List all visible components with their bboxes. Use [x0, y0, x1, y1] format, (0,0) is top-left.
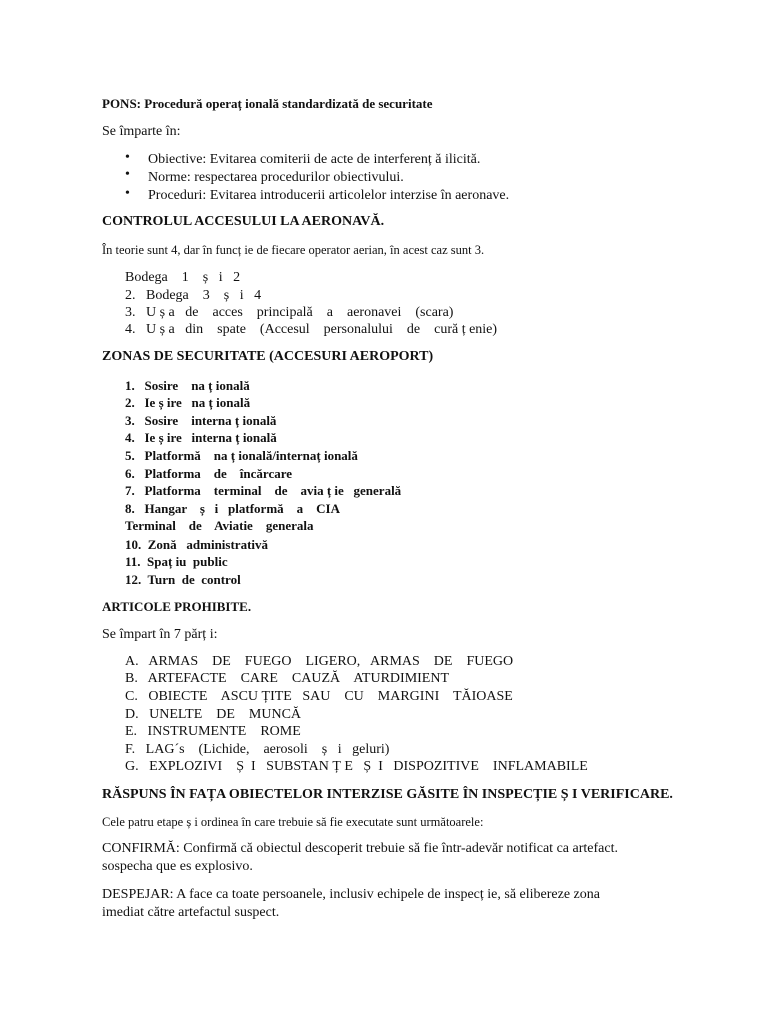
section-text: Cele patru etape ș i ordinea în care trebuie să fie executate sunt următoarele: [102, 815, 484, 829]
list-item: C. OBIECTE ASCU ȚITE SAU CU MARGINI TĂIOASE [125, 689, 513, 704]
list-item: E. INSTRUMENTE ROME [125, 724, 301, 739]
paragraph-line: imediat către artefactul suspect. [102, 905, 280, 920]
document-title: PONS: Procedură operaț ională standardizată de securitate [102, 96, 433, 111]
list-item: B. ARTEFACTE CARE CAUZĂ ATURDIMIENT [125, 671, 450, 686]
list-item: 12. Turn de control [125, 572, 241, 587]
bullet-item: Norme: respectarea procedurilor obiectivului. [148, 170, 404, 185]
bullet-icon: • [125, 150, 130, 165]
list-item: Terminal de Aviatie generala [125, 518, 314, 533]
list-item: Bodega 1 ș i 2 [125, 270, 241, 285]
list-item: G. EXPLOZIVI Ș I SUBSTAN Ț E Ș I DISPOZITIVE INFLAMABILE [125, 759, 588, 774]
list-item: 3. U ș a de acces principală a aeronavei (scara) [125, 305, 454, 320]
section-heading: ARTICOLE PROHIBITE. [102, 599, 252, 614]
list-item: 6. Platforma de încărcare [125, 466, 293, 481]
list-item: 10. Zonă administrativă [125, 537, 269, 552]
list-item: 7. Platforma terminal de avia ț ie generală [125, 483, 402, 498]
list-item: 4. U ș a din spate (Accesul personalului de cură ț enie) [125, 322, 498, 337]
paragraph-line: DESPEJAR: A face ca toate persoanele, inclusiv echipele de inspecț ie, să elibereze zona [102, 887, 600, 902]
list-item: 1. Sosire na ț ională [125, 378, 250, 393]
list-item: 2. Bodega 3 ș i 4 [125, 288, 262, 303]
bullet-icon: • [125, 167, 130, 182]
bullet-icon: • [125, 186, 130, 201]
list-item: 3. Sosire interna ț ională [125, 413, 277, 428]
section-text: Se împart în 7 părț i: [102, 627, 218, 642]
list-item: F. LAG´s (Lichide, aerosoli ș i geluri) [125, 742, 390, 757]
list-item: 8. Hangar ș i platformă a CIA [125, 501, 340, 516]
list-item: 5. Platformă na ț ională/internaț ională [125, 448, 358, 463]
section-heading: RĂSPUNS ÎN FAȚA OBIECTELOR INTERZISE GĂSITE ÎN INSPECȚIE Ș I VERIFICARE. [102, 787, 673, 802]
section-text: În teorie sunt 4, dar în funcț ie de fiecare operator aerian, în acest caz sunt 3. [102, 243, 485, 257]
bullet-item: Proceduri: Evitarea introducerii articolelor interzise în aeronave. [148, 188, 510, 203]
list-item: 2. Ie ș ire na ț ională [125, 395, 251, 410]
bullet-item: Obiective: Evitarea comiterii de acte de interferenț ă ilicită. [148, 152, 481, 167]
list-item: 11. Spaț iu public [125, 554, 228, 569]
list-item: 4. Ie ș ire interna ț ională [125, 430, 277, 445]
intro-text: Se împarte în: [102, 124, 181, 139]
paragraph-line: CONFIRMĂ: Confirmă că obiectul descoperit trebuie să fie într-adevăr notificat ca artefact. [102, 841, 618, 856]
list-item: A. ARMAS DE FUEGO LIGERO, ARMAS DE FUEGO [125, 654, 514, 669]
section-heading: ZONAS DE SECURITATE (ACCESURI AEROPORT) [102, 349, 434, 364]
section-heading: CONTROLUL ACCESULUI LA AERONAVĂ. [102, 214, 385, 229]
paragraph-line: sospecha que es explosivo. [102, 859, 253, 874]
list-item: D. UNELTE DE MUNCĂ [125, 707, 302, 722]
